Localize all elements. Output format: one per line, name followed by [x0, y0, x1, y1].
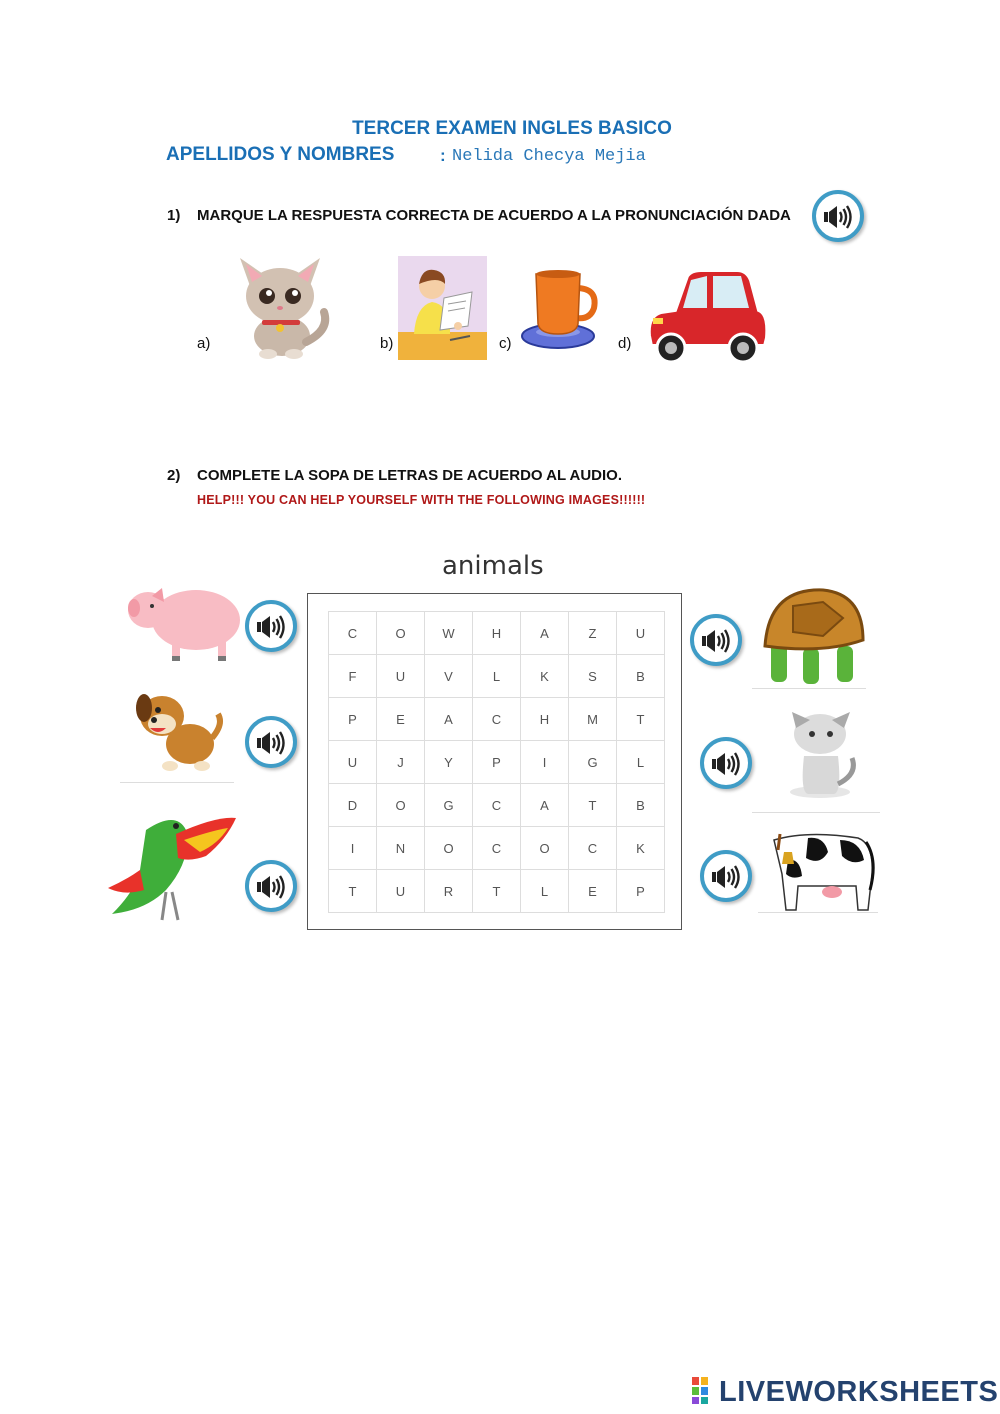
option-b-label[interactable]: b) — [380, 335, 394, 352]
wordsearch-cell[interactable]: Z — [569, 612, 617, 655]
divider — [752, 688, 866, 689]
wordsearch-cell[interactable]: H — [473, 612, 521, 655]
wordsearch-cell[interactable]: C — [569, 827, 617, 870]
turtle-image — [763, 588, 867, 688]
parrot-image — [106, 810, 240, 928]
wordsearch-cell[interactable]: W — [425, 612, 473, 655]
boy-reading-image[interactable] — [398, 256, 487, 360]
wordsearch-cell[interactable]: K — [617, 827, 665, 870]
car-image[interactable] — [641, 266, 773, 374]
wordsearch-cell[interactable]: T — [569, 784, 617, 827]
cat-audio-button[interactable] — [700, 737, 752, 789]
wordsearch-cell[interactable]: P — [473, 741, 521, 784]
wordsearch-cell[interactable]: J — [377, 741, 425, 784]
cow-audio-button[interactable] — [700, 850, 752, 902]
wordsearch-cell[interactable]: E — [377, 698, 425, 741]
wordsearch-panel — [307, 593, 682, 930]
wordsearch-cell[interactable]: T — [329, 870, 377, 913]
wordsearch-cell[interactable]: G — [569, 741, 617, 784]
wordsearch-cell[interactable]: T — [617, 698, 665, 741]
wordsearch-cell[interactable]: V — [425, 655, 473, 698]
wordsearch-cell[interactable]: A — [521, 612, 569, 655]
wordsearch-cell[interactable]: R — [425, 870, 473, 913]
option-a-label[interactable]: a) — [197, 335, 211, 352]
wordsearch-cell[interactable]: O — [377, 784, 425, 827]
wordsearch-title: animals — [442, 551, 544, 581]
liveworksheets-logo-icon — [692, 1377, 717, 1404]
wordsearch-cell[interactable]: C — [329, 612, 377, 655]
pig-image — [128, 588, 240, 664]
wordsearch-cell[interactable]: C — [473, 827, 521, 870]
wordsearch-grid — [328, 611, 665, 913]
speaker-icon — [712, 752, 742, 776]
wordsearch-cell[interactable]: U — [377, 870, 425, 913]
wordsearch-cell[interactable]: P — [617, 870, 665, 913]
cow-image — [768, 830, 878, 914]
wordsearch-cell[interactable]: I — [329, 827, 377, 870]
pig-audio-button[interactable] — [245, 600, 297, 652]
page-title: TERCER EXAMEN INGLES BASICO — [352, 118, 672, 139]
wordsearch-cell[interactable]: L — [617, 741, 665, 784]
wordsearch-cell[interactable]: O — [377, 612, 425, 655]
wordsearch-cell[interactable]: L — [473, 655, 521, 698]
option-c-label[interactable]: c) — [499, 335, 512, 352]
wordsearch-cell[interactable]: A — [521, 784, 569, 827]
dog-audio-button[interactable] — [245, 716, 297, 768]
parrot-audio-button[interactable] — [245, 860, 297, 912]
wordsearch-cell[interactable]: O — [425, 827, 473, 870]
wordsearch-cell[interactable]: B — [617, 784, 665, 827]
question-2-number: 2) — [167, 467, 181, 484]
question-1-text: MARQUE LA RESPUESTA CORRECTA DE ACUERDO A LA PRONUNCIACIÓN DADA — [197, 207, 791, 224]
cup-image[interactable] — [520, 268, 600, 352]
speaker-icon — [257, 731, 287, 755]
help-text: HELP!!! YOU CAN HELP YOURSELF WITH THE FOLLOWING IMAGES!!!!!! — [197, 493, 646, 507]
option-d-label[interactable]: d) — [618, 335, 632, 352]
wordsearch-cell[interactable]: H — [521, 698, 569, 741]
speaker-icon — [702, 629, 732, 653]
divider — [120, 782, 234, 783]
wordsearch-cell[interactable]: U — [329, 741, 377, 784]
question-2-text: COMPLETE LA SOPA DE LETRAS DE ACUERDO AL AUDIO. — [197, 467, 623, 484]
wordsearch-cell[interactable]: C — [473, 698, 521, 741]
speaker-icon — [824, 205, 854, 229]
wordsearch-cell[interactable]: G — [425, 784, 473, 827]
wordsearch-cell[interactable]: Y — [425, 741, 473, 784]
wordsearch-cell[interactable]: U — [377, 655, 425, 698]
wordsearch-cell[interactable]: P — [329, 698, 377, 741]
speaker-icon — [257, 875, 287, 899]
speaker-icon — [712, 865, 742, 889]
wordsearch-cell[interactable]: B — [617, 655, 665, 698]
wordsearch-cell[interactable]: U — [617, 612, 665, 655]
wordsearch-cell[interactable]: S — [569, 655, 617, 698]
name-label: APELLIDOS Y NOMBRES — [166, 144, 395, 165]
wordsearch-cell[interactable]: K — [521, 655, 569, 698]
wordsearch-cell[interactable]: I — [521, 741, 569, 784]
wordsearch-cell[interactable]: N — [377, 827, 425, 870]
wordsearch-cell[interactable]: F — [329, 655, 377, 698]
cat-small-image — [780, 712, 862, 800]
wordsearch-cell[interactable]: T — [473, 870, 521, 913]
cat-image[interactable] — [222, 252, 337, 360]
divider — [758, 912, 878, 913]
wordsearch-cell[interactable]: L — [521, 870, 569, 913]
wordsearch-cell[interactable]: O — [521, 827, 569, 870]
name-colon: : — [440, 146, 446, 165]
question-1-audio-button[interactable] — [812, 190, 864, 242]
wordsearch-cell[interactable]: D — [329, 784, 377, 827]
name-input[interactable] — [452, 145, 712, 167]
wordsearch-cell[interactable]: E — [569, 870, 617, 913]
liveworksheets-logo[interactable]: LIVEWORKSHEETS — [719, 1376, 999, 1408]
divider — [752, 812, 880, 813]
dog-image — [132, 688, 224, 774]
turtle-audio-button[interactable] — [690, 614, 742, 666]
question-1-number: 1) — [167, 207, 181, 224]
wordsearch-cell[interactable]: C — [473, 784, 521, 827]
wordsearch-cell[interactable]: M — [569, 698, 617, 741]
speaker-icon — [257, 615, 287, 639]
wordsearch-cell[interactable]: A — [425, 698, 473, 741]
